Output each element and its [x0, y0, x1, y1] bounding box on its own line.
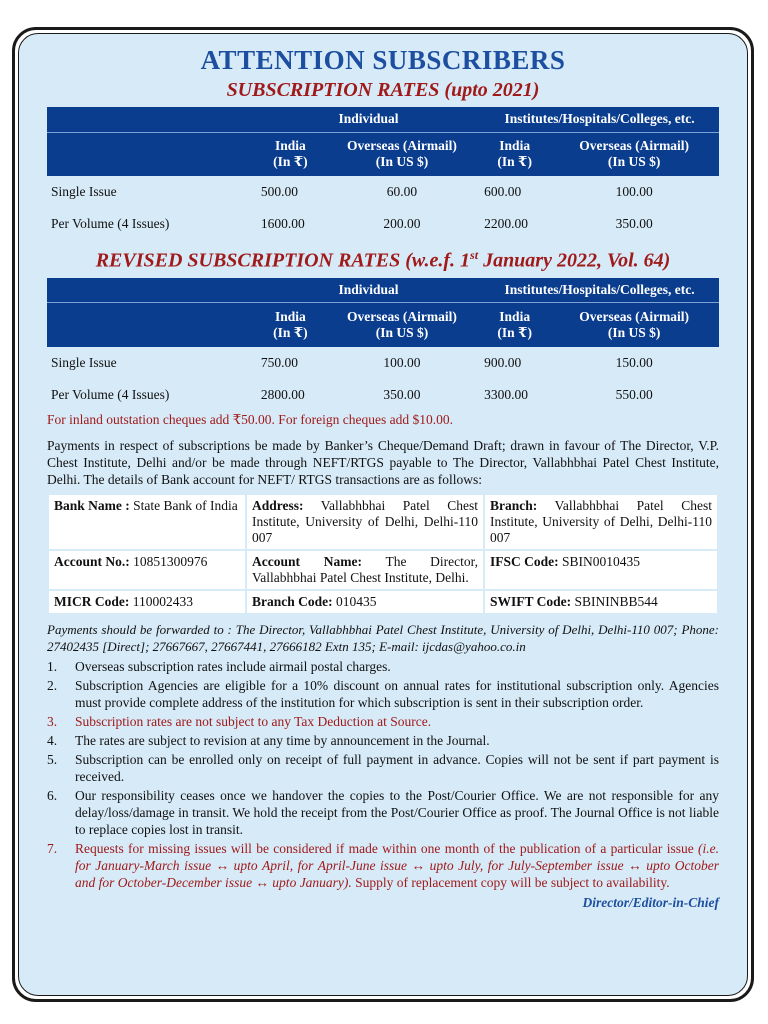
current-rates-heading: SUBSCRIPTION RATES (upto 2021) [226, 79, 540, 101]
cell-value: 350.00 [383, 386, 421, 402]
row-label: Per Volume (4 Issues) [51, 386, 170, 402]
header-overseas: Overseas (Airmail) (In US $) [324, 303, 480, 347]
current-rates-table [47, 107, 719, 240]
swift-cell: SWIFT Code: SBININBB544 [485, 591, 717, 613]
list-item: 2. Subscription Agencies are eligible for a 10% discount on annual rates for institutional subscription only. Agencies must provide complete address of the institution for which subscription is sent in their subscription order. [47, 677, 719, 710]
cell-value: 3300.00 [484, 386, 528, 402]
header-blank [47, 303, 257, 347]
list-item: 3. Subscription rates are not subject to any Tax Deduction at Source. [47, 713, 432, 729]
cell-value: 550.00 [615, 386, 653, 402]
header-overseas: Overseas (Airmail) (In US $) [549, 132, 719, 176]
row-label: Per Volume (4 Issues) [51, 216, 170, 231]
account-no-cell: Account No.: 10851300976 [49, 551, 245, 589]
header-india: India (In ₹) [480, 303, 549, 347]
address-cell: Address: Vallabhbhai Patel Chest Institute, University of Delhi, Delhi-110 007 [247, 495, 483, 549]
header-overseas: Overseas (Airmail) (In US $) [324, 132, 480, 176]
cell-value: 500.00 [260, 184, 298, 199]
account-name-cell: Account Name: The Director, Vallabhbhai Patel Chest Institute, Delhi. [247, 551, 483, 589]
header-blank [47, 132, 257, 176]
micr-cell: MICR Code: 110002433 [49, 591, 245, 613]
list-item: 4. The rates are subject to revision at any time by announcement in the Journal. [47, 732, 490, 748]
table-row [47, 208, 719, 240]
header-institutes: Institutes/Hospitals/Colleges, etc. [480, 278, 719, 303]
cell-value: 2800.00 [260, 386, 305, 402]
payment-instructions: Payments in respect of subscriptions be made by Banker’s Cheque/Demand Draft; drawn in favour of The Director, V.P. Chest Institute, Delhi and/or be made through NEFT/RTGS payable to The Director, Vallabhbhai Patel Chest Institute, Delhi. The details of Bank account for NEFT/ RTGS transactions are as follows: [47, 437, 719, 487]
cell-value: 900.00 [484, 354, 522, 370]
bank-name-cell: Bank Name : State Bank of India [49, 495, 245, 549]
header-blank [47, 107, 257, 132]
ifsc-cell: IFSC Code: SBIN0010435 [485, 551, 717, 589]
header-india: India (In ₹) [257, 303, 324, 347]
table-row [47, 379, 719, 411]
terms-list [47, 658, 719, 891]
cell-value: 200.00 [383, 216, 421, 231]
header-india: India (In ₹) [257, 132, 324, 176]
signoff: Director/Editor-in-Chief [582, 894, 719, 910]
list-item: 5. Subscription can be enrolled only on receipt of full payment in advance. Copies will not be sent if part payment is received. [47, 751, 719, 784]
cheque-note: For inland outstation cheques add ₹50.00. For foreign cheques add $10.00. [47, 411, 454, 427]
cell-value: 150.00 [615, 354, 653, 370]
header-institutes: Institutes/Hospitals/Colleges, etc. [480, 107, 719, 132]
branch-code-cell: Branch Code: 010435 [247, 591, 483, 613]
header-india: India (In ₹) [480, 132, 549, 176]
header-blank [47, 278, 257, 303]
row-label: Single Issue [51, 354, 117, 370]
header-individual: Individual [257, 107, 480, 132]
list-item: 7. Requests for missing issues will be considered if made within one month of the publication of a particular issue (i.e. for January-March issue ↔ upto April, for April-June issue ↔ upto July, for July-September issue ↔ upto October and for October-December issue ↔ upto January). Supply of replacement copy will be subject to availability. [47, 840, 719, 890]
cell-value: 750.00 [260, 354, 298, 370]
cell-value: 100.00 [383, 354, 421, 370]
header-overseas: Overseas (Airmail) (In US $) [549, 303, 719, 347]
forwarding-address: Payments should be forwarded to : The Director, Vallabhbhai Patel Chest Institute, University of Delhi, Delhi-110 007; Phone: 27402435 [Direct]; 27667667, 27667441, 27666182 Extn 135; E-mail: ijcdas@yahoo.co.in [47, 621, 719, 654]
cell-value: 350.00 [615, 216, 653, 231]
cell-value: 2200.00 [484, 216, 528, 231]
branch-cell: Branch: Vallabhbhai Patel Chest Institute, University of Delhi, Delhi-110 007 [485, 495, 717, 549]
cell-value: 600.00 [484, 184, 522, 199]
table-row [47, 347, 719, 379]
revised-rates-table [47, 278, 719, 411]
row-label: Single Issue [51, 184, 117, 199]
table-row [47, 176, 719, 208]
list-item: 6. Our responsibility ceases once we handover the copies to the Post/Courier Office. We are not responsible for any delay/loss/damage in transit. We hold the receipt from the Post/Courier Office as proof. The Journal Office is not liable to replace copies lost in transit. [47, 787, 719, 837]
cell-value: 100.00 [615, 184, 653, 199]
list-item: 1. Overseas subscription rates include airmail postal charges. [47, 658, 391, 674]
revised-rates-heading: REVISED SUBSCRIPTION RATES (w.e.f. 1st January 2022, Vol. 64) [95, 248, 671, 272]
page-title: ATTENTION SUBSCRIBERS [200, 45, 566, 75]
cell-value: 60.00 [386, 184, 418, 199]
notice-panel [18, 33, 748, 996]
header-individual: Individual [257, 278, 480, 303]
bank-details-table [47, 493, 719, 615]
cell-value: 1600.00 [260, 216, 305, 231]
